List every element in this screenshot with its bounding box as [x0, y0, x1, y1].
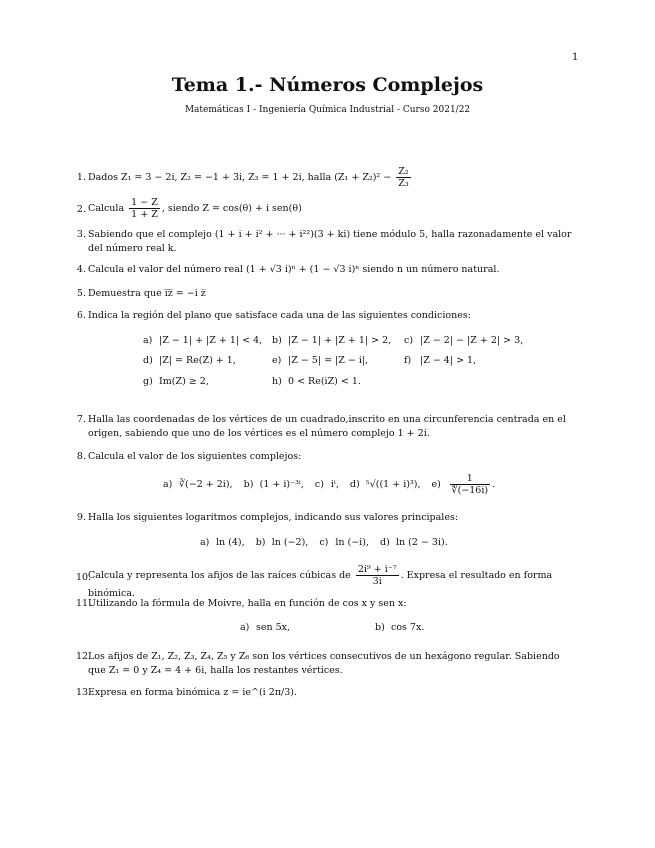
option-label: b): [255, 537, 266, 548]
problem-1: [76, 166, 580, 190]
problem-number: 7.: [76, 414, 86, 425]
option-8e: [431, 473, 496, 496]
problem-text: Dados Z₁ = 3 − 2i, Z₂ = −1 + 3i, Z₃ = 1 + 2i, halla (Z₁ + Z₂)² −: [88, 172, 392, 183]
fraction-numerator: 2i⁹ + i⁻⁷: [357, 564, 397, 575]
problem-3: [76, 228, 580, 256]
option-label: c): [404, 335, 414, 346]
problem-text: Demuestra que i̅z̅ = −i z̅: [88, 288, 206, 299]
problem-text: Sabiendo que el complejo (1 + i + i² + ··· + i²²)(3 + ki) tiene módulo 5, halla razonadamente el valor del número real k.: [88, 229, 572, 254]
option-label: d): [143, 355, 153, 366]
option-6b: [272, 335, 391, 346]
fraction: [396, 166, 410, 189]
option-expression: |Z − 2| − |Z + 2| > 3,: [420, 335, 524, 346]
option-label: e): [431, 479, 441, 490]
option-expression: |Z − 1| + |Z + 1| > 2,: [288, 335, 392, 346]
option-expression: sen 5x,: [256, 622, 291, 633]
option-expression-end: .: [492, 479, 496, 490]
option-6a: [143, 335, 262, 346]
problem-number: 11.: [76, 598, 92, 609]
page-number: 1: [572, 52, 579, 63]
problem-number: 8.: [76, 451, 86, 462]
problem-number: 3.: [76, 229, 86, 240]
problem-text: Calcula y representa los afijos de las raíces cúbicas de: [88, 570, 351, 581]
problem-text: Calcula el valor de los siguientes complejos:: [88, 451, 302, 462]
problem-10: [76, 564, 580, 599]
option-expression: ln (−i),: [335, 537, 369, 548]
problem-9: [76, 511, 580, 525]
problem-text: Indica la región del plano que satisface cada una de las siguientes condiciones:: [88, 310, 471, 321]
option-expression: |Z| = Re(Z) + 1,: [159, 355, 236, 366]
option-label: c): [319, 537, 329, 548]
option-expression: ⁵√((1 + i)³),: [365, 479, 421, 490]
page-title: Tema 1.- Números Complejos: [171, 74, 484, 96]
option-label: h): [272, 376, 282, 387]
option-6e: [272, 355, 368, 366]
problem-text: Los afijos de Z₁, Z₂, Z₃, Z₄, Z₅ y Z₆ son los vértices consecutivos de un hexágono regular. Sabiendo que Z₁ = 0 y Z₄ = 4 + 6i, halla los restantes vértices.: [88, 651, 560, 676]
options-row-8: [163, 473, 495, 496]
fraction-numerator: 1 − Z: [131, 197, 158, 208]
option-expression: cos 7x.: [391, 622, 425, 633]
option-label: f): [404, 355, 412, 366]
option-expression: ln (2 − 3i).: [395, 537, 448, 548]
option-6g: [143, 376, 209, 387]
problem-13: [76, 686, 580, 700]
problem-number: 10.: [76, 572, 92, 583]
option-expression: Im(Z) ≥ 2,: [159, 376, 209, 387]
option-label: c): [314, 479, 324, 490]
option-label: b): [243, 479, 254, 490]
option-expression: iⁱ,: [330, 479, 339, 490]
option-6h: [272, 376, 361, 387]
problem-11: [76, 597, 580, 611]
option-expression: |Z − 4| > 1,: [420, 355, 477, 366]
option-label: d): [349, 479, 360, 490]
fraction-denominator: 1 + Z: [131, 209, 158, 220]
option-expression: |Z − 1| + |Z + 1| < 4,: [159, 335, 263, 346]
option-label: a): [143, 335, 153, 346]
option-expression: ∛(−2 + 2i),: [179, 479, 233, 490]
option-expression: ln (−2),: [271, 537, 309, 548]
problem-number: 5.: [76, 288, 86, 299]
option-label: a): [240, 622, 250, 633]
problem-number: 4.: [76, 264, 86, 275]
option-label: b): [272, 335, 282, 346]
problem-number: 6.: [76, 310, 86, 321]
option-label: d): [379, 537, 390, 548]
option-6c: [404, 335, 523, 346]
fraction-numerator: Z₂: [398, 166, 409, 177]
option-8b: [244, 479, 304, 490]
option-expression: ln (4),: [216, 537, 245, 548]
problem-4: [76, 263, 580, 277]
fraction: [356, 564, 399, 587]
option-expression: (1 + i)⁻³ⁱ,: [259, 479, 304, 490]
problem-text: Halla las coordenadas de los vértices de un cuadrado,inscrito en una circunferencia centrada en el origen, sabiendo que uno de los vértices es el número complejo 1 + 2i.: [88, 414, 566, 439]
fraction: [129, 197, 160, 220]
problem-text: Halla los siguientes logaritmos complejos, indicando sus valores principales:: [88, 512, 459, 523]
option-label: b): [375, 622, 385, 633]
problem-text: Calcula: [88, 203, 125, 214]
problem-text-continued: . Expresa el resultado en forma binómica.: [88, 570, 553, 599]
option-9b: [256, 537, 309, 548]
fraction: [450, 473, 491, 496]
problem-8: [76, 450, 580, 464]
problem-5: [76, 287, 580, 301]
option-11a: [240, 622, 290, 633]
problem-number: 13.: [76, 687, 92, 698]
problem-number: 2.: [76, 204, 86, 215]
option-label: g): [143, 376, 153, 387]
fraction-denominator: 3i: [372, 576, 382, 587]
problem-text: Expresa en forma binómica z = ie^(i 2π/3).: [88, 687, 297, 698]
option-6f: [404, 355, 476, 366]
fraction-numerator: 1: [450, 473, 491, 485]
problem-2: [76, 197, 580, 221]
option-9d: [380, 537, 448, 548]
option-8a: [163, 479, 233, 490]
option-6d: [143, 355, 236, 366]
page-subtitle: Matemáticas I - Ingeniería Química Industrial - Curso 2021/22: [184, 105, 471, 115]
option-expression: |Z − 5| = |Z − i|,: [288, 355, 369, 366]
option-8d: [350, 479, 421, 490]
option-9a: [200, 537, 245, 548]
problem-text-continued: , siendo Z = cos(θ) + i sen(θ): [161, 203, 302, 214]
fraction-denominator: ∜(−16i): [451, 485, 489, 496]
option-9c: [319, 537, 369, 548]
option-expression: 0 < Re(iZ) < 1.: [288, 376, 361, 387]
problem-text: Utilizando la fórmula de Moivre, halla en función de cos x y sen x:: [88, 598, 407, 609]
option-label: a): [163, 479, 173, 490]
option-8c: [315, 479, 339, 490]
problem-7: [76, 413, 580, 441]
fraction-denominator: Z₃: [398, 178, 409, 189]
problem-12: [76, 650, 580, 678]
option-11b: [375, 622, 424, 633]
problem-number: 12.: [76, 651, 92, 662]
problem-number: 1.: [76, 172, 86, 183]
problem-text: Calcula el valor del número real (1 + √3 i)ⁿ + (1 − √3 i)ⁿ siendo n un número natural.: [88, 264, 500, 275]
options-row-9: [200, 537, 448, 548]
option-label: a): [200, 537, 210, 548]
option-label: e): [272, 355, 282, 366]
problem-number: 9.: [76, 512, 86, 523]
problem-6: [76, 309, 580, 323]
